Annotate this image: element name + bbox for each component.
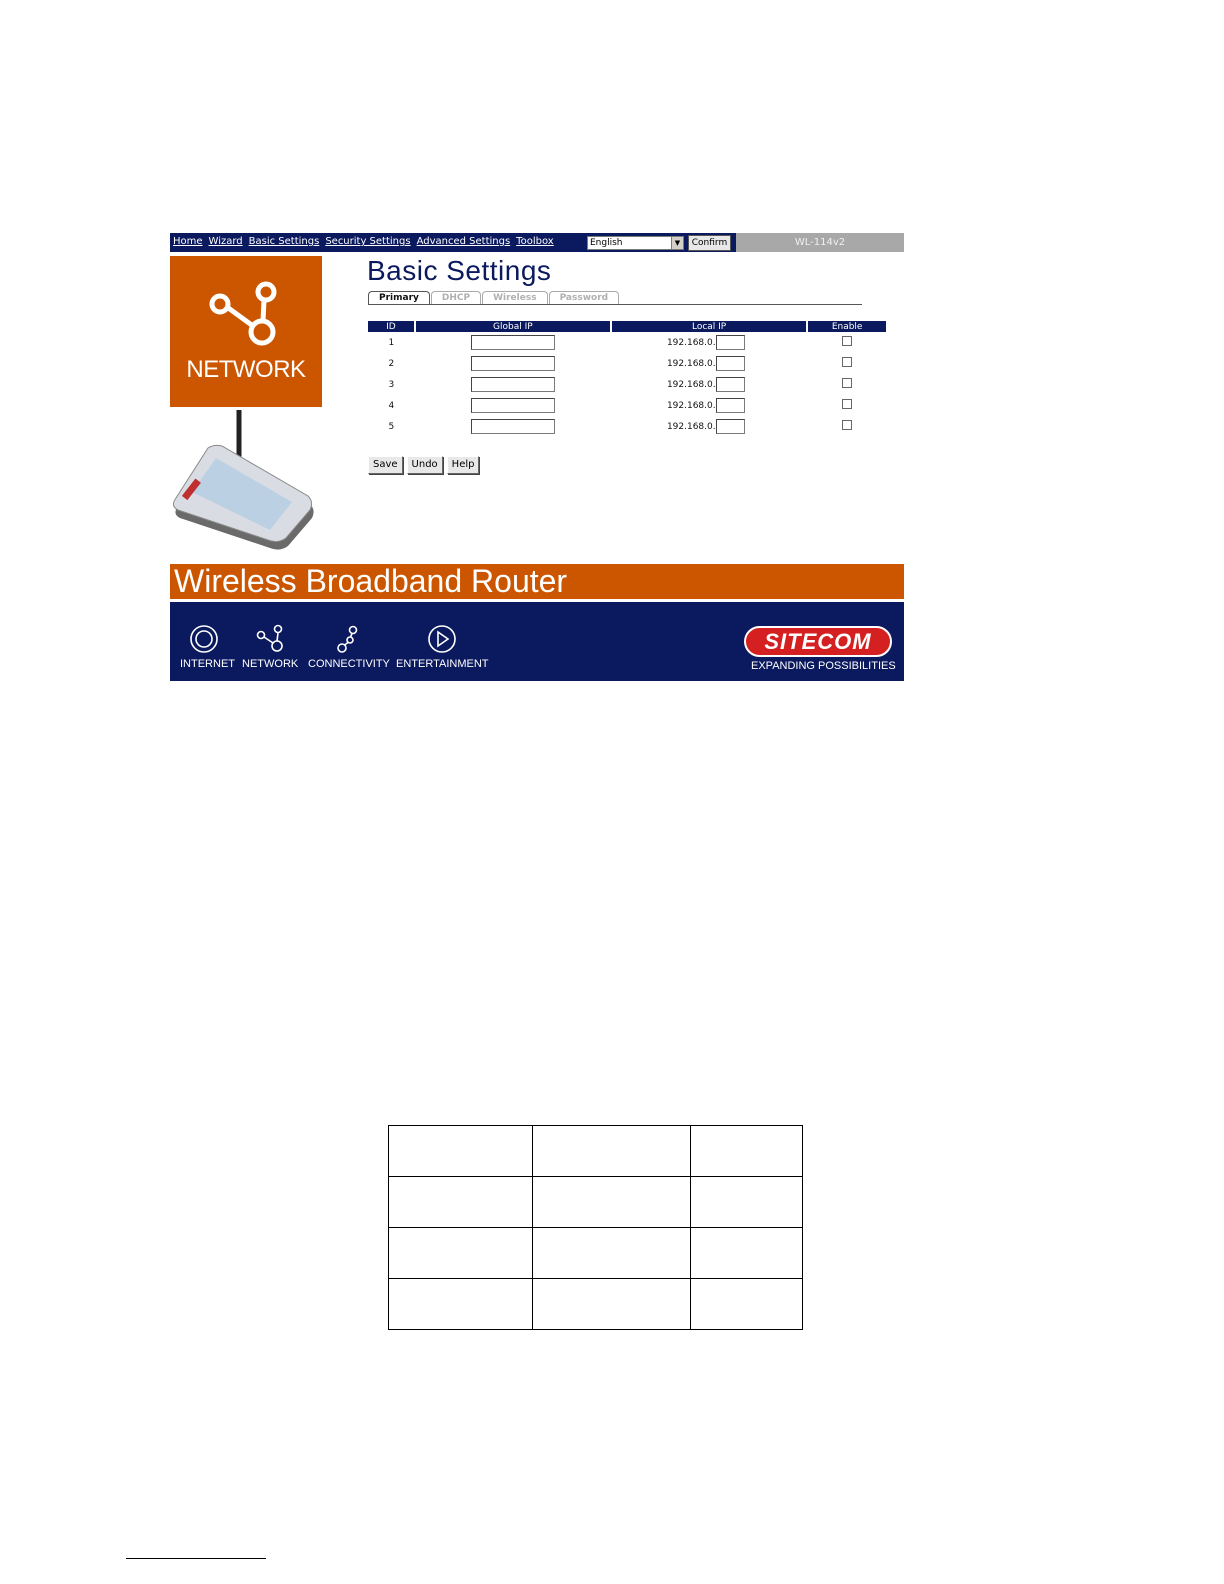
enable-cell (807, 353, 886, 374)
tab-underline (368, 304, 862, 305)
brand-tagline: EXPANDING POSSIBILITIES (751, 660, 896, 672)
nav-link-advanced-settings[interactable]: Advanced Settings (416, 236, 511, 247)
table-cell (691, 1228, 803, 1279)
model-name: WL-114v2 (736, 233, 904, 252)
table-cell (389, 1228, 533, 1279)
table-cell (389, 1126, 533, 1177)
table-cell (691, 1279, 803, 1330)
global-ip-input[interactable] (471, 335, 555, 350)
row-id: 5 (388, 421, 395, 432)
header-global-ip: Global IP (415, 321, 611, 332)
global-ip-cell (415, 416, 611, 437)
header-id: ID (368, 321, 415, 332)
nav-links (173, 236, 554, 247)
footer-label-internet: INTERNET (180, 658, 235, 670)
table-cell (533, 1279, 691, 1330)
table-row (389, 1177, 803, 1228)
row-id: 1 (388, 337, 395, 348)
global-ip-input[interactable] (471, 398, 555, 413)
sitecom-logo: SITECOM (744, 626, 892, 657)
local-ip-prefix: 192.168.0. (666, 338, 716, 348)
enable-cell (807, 332, 886, 353)
network-section-tile (170, 256, 322, 407)
header-enable: Enable (807, 321, 886, 332)
page-title: Basic Settings (367, 255, 552, 286)
local-ip-prefix: 192.168.0. (666, 422, 716, 432)
table-cell (533, 1126, 691, 1177)
global-ip-cell (415, 395, 611, 416)
table-cell (389, 1279, 533, 1330)
enable-checkbox[interactable] (842, 336, 852, 346)
table-row (368, 416, 886, 437)
global-ip-input[interactable] (471, 419, 555, 434)
action-buttons (368, 456, 479, 474)
local-ip-cell (611, 374, 807, 395)
table-row (368, 395, 886, 416)
enable-cell (807, 395, 886, 416)
footer-item-network[interactable] (242, 624, 298, 670)
local-ip-cell (611, 416, 807, 437)
empty-document-table (388, 1125, 803, 1330)
table-row (389, 1126, 803, 1177)
global-ip-cell (415, 374, 611, 395)
ip-mapping-table (368, 321, 886, 437)
enable-checkbox[interactable] (842, 357, 852, 367)
language-select[interactable] (587, 236, 684, 250)
tab-password[interactable]: Password (549, 291, 620, 305)
connectivity-icon (333, 624, 363, 654)
product-name: Wireless Broadband Router (174, 563, 568, 599)
global-ip-cell (415, 332, 611, 353)
network-tile-label: NETWORK (186, 356, 306, 383)
tab-primary[interactable]: Primary (368, 291, 430, 305)
top-nav-bar (170, 233, 904, 252)
local-ip-octet-input[interactable] (716, 356, 745, 371)
local-ip-cell (611, 395, 807, 416)
footer-label-entertainment: ENTERTAINMENT (396, 658, 489, 670)
network-icon (255, 624, 285, 654)
local-ip-octet-input[interactable] (716, 398, 745, 413)
local-ip-octet-input[interactable] (716, 335, 745, 350)
table-row (368, 353, 886, 374)
enable-checkbox[interactable] (842, 420, 852, 430)
product-banner (170, 564, 904, 599)
footer-item-entertainment[interactable] (396, 624, 488, 670)
row-id: 3 (388, 379, 395, 390)
nav-link-toolbox[interactable]: Toolbox (516, 236, 554, 247)
settings-tabs (368, 291, 620, 305)
table-cell (691, 1126, 803, 1177)
row-id: 4 (388, 400, 395, 411)
nav-link-security-settings[interactable]: Security Settings (325, 236, 411, 247)
table-row (368, 332, 886, 353)
tab-wireless[interactable]: Wireless (482, 291, 547, 305)
footer-item-internet[interactable] (180, 624, 235, 670)
save-button[interactable]: Save (368, 456, 403, 474)
table-row (389, 1228, 803, 1279)
local-ip-cell (611, 353, 807, 374)
help-button[interactable]: Help (447, 456, 480, 474)
table-cell (533, 1228, 691, 1279)
local-ip-prefix: 192.168.0. (666, 359, 716, 369)
local-ip-cell (611, 332, 807, 353)
footer-bar (170, 602, 904, 681)
undo-button[interactable]: Undo (407, 456, 443, 474)
network-icon (208, 280, 284, 348)
local-ip-prefix: 192.168.0. (666, 380, 716, 390)
dropdown-arrow-icon[interactable]: ▼ (671, 237, 683, 249)
local-ip-octet-input[interactable] (716, 419, 745, 434)
nav-link-home[interactable]: Home (173, 236, 203, 247)
language-value: English (590, 238, 623, 248)
tab-dhcp[interactable]: DHCP (431, 291, 481, 305)
table-cell (691, 1177, 803, 1228)
router-device-image (170, 408, 322, 558)
header-local-ip: Local IP (611, 321, 807, 332)
table-row (389, 1279, 803, 1330)
internet-icon (189, 624, 219, 654)
footer-item-connectivity[interactable] (308, 624, 388, 670)
local-ip-octet-input[interactable] (716, 377, 745, 392)
footer-label-network: NETWORK (242, 658, 299, 670)
table-cell (533, 1177, 691, 1228)
row-id: 2 (388, 358, 395, 369)
global-ip-cell (415, 353, 611, 374)
enable-checkbox[interactable] (842, 378, 852, 388)
nav-link-basic-settings[interactable]: Basic Settings (248, 236, 320, 247)
global-ip-input[interactable] (471, 377, 555, 392)
local-ip-prefix: 192.168.0. (666, 401, 716, 411)
table-row (368, 374, 886, 395)
footer-label-connectivity: CONNECTIVITY (308, 658, 390, 670)
table-header-row (368, 321, 886, 332)
confirm-button[interactable]: Confirm (688, 235, 731, 251)
enable-checkbox[interactable] (842, 399, 852, 409)
enable-cell (807, 374, 886, 395)
enable-cell (807, 416, 886, 437)
table-cell (389, 1177, 533, 1228)
play-icon (427, 624, 457, 654)
router-admin-screenshot (170, 233, 904, 681)
nav-link-wizard[interactable]: Wizard (208, 236, 243, 247)
footnote-separator (126, 1558, 266, 1559)
global-ip-input[interactable] (471, 356, 555, 371)
